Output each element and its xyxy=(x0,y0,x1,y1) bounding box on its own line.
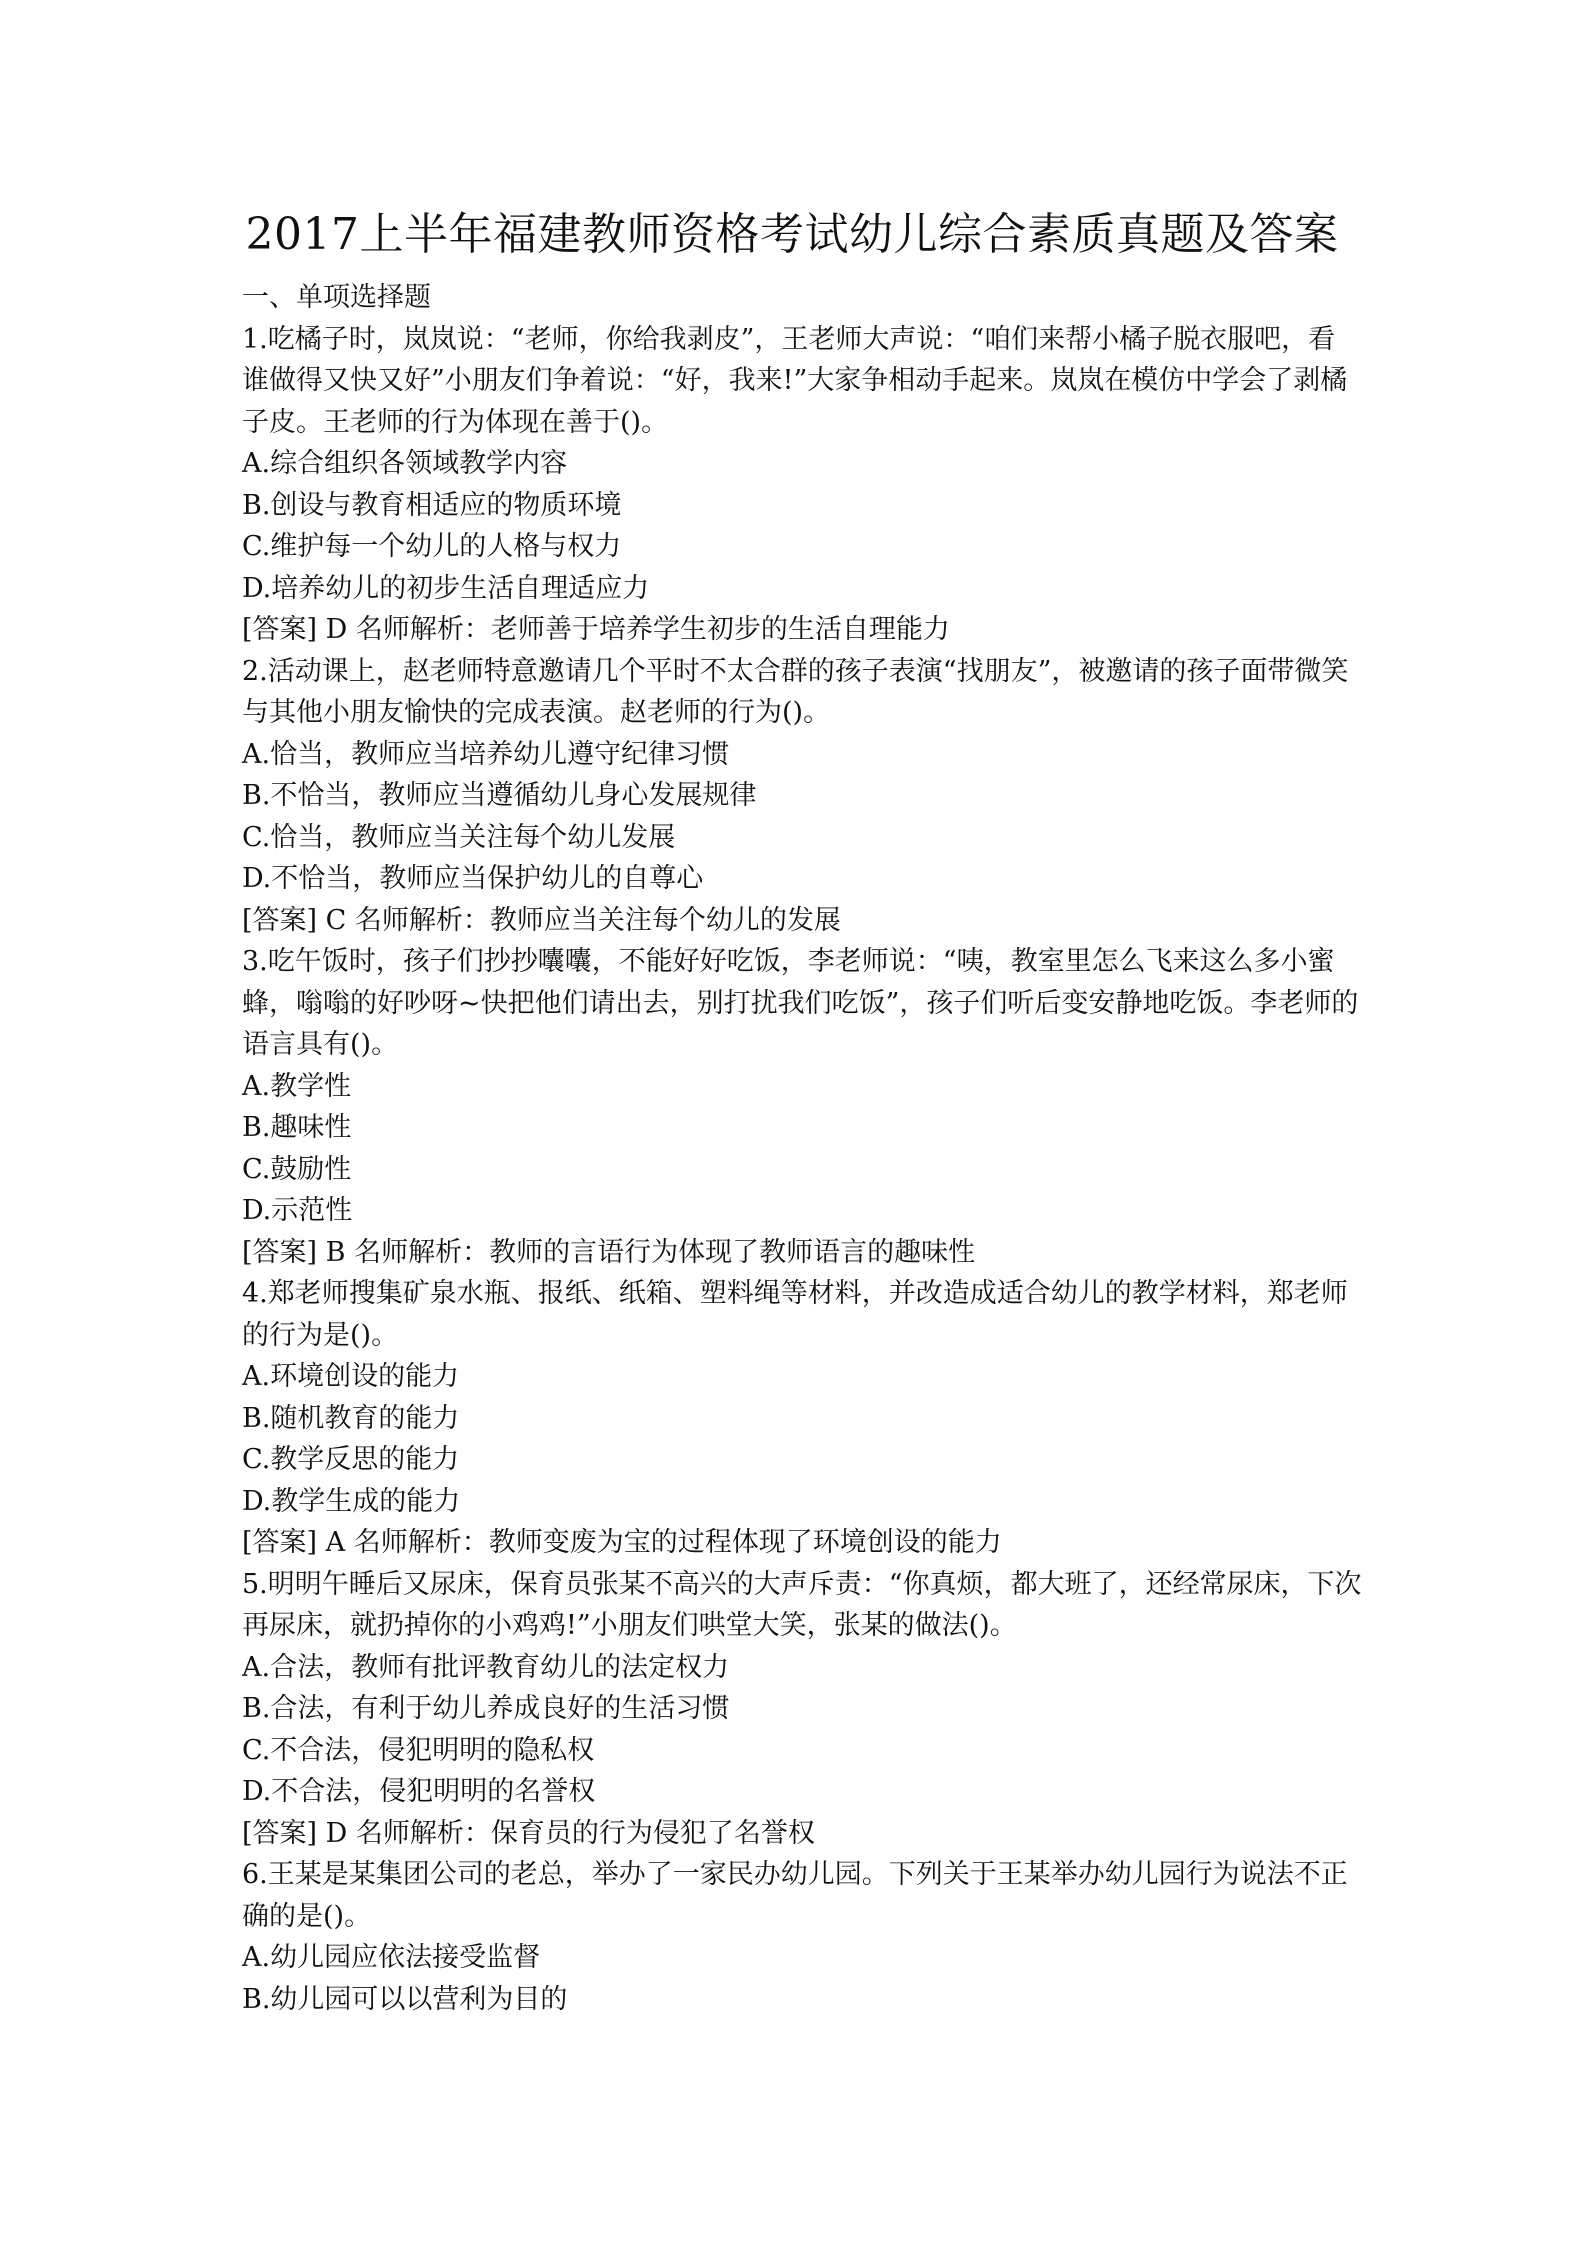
answer-explanation: [答案] A 名师解析：教师变废为宝的过程体现了环境创设的能力 xyxy=(242,1527,1002,1558)
option-b: B.创设与教育相适应的物质环境 xyxy=(242,489,622,521)
option-d: D.不合法，侵犯明明的名誉权 xyxy=(242,1776,596,1807)
question-stem: 1.吃橘子时，岚岚说：“老师，你给我剥皮”，王老师大声说：“咱们来帮小橘子脱衣服吧，看谁做得又快又好”小朋友们争着说：“好，我来!”大家争相动手起来。岚岚在模仿中学会了剥橘子皮。王老师的行为体现在善于()。 xyxy=(242,323,1348,438)
option-b: B.不恰当，教师应当遵循幼儿身心发展规律 xyxy=(242,780,757,811)
answer-explanation: [答案] B 名师解析：教师的言语行为体现了教师语言的趣味性 xyxy=(242,1236,976,1268)
option-b: B.趣味性 xyxy=(242,1112,352,1143)
question-stem: 3.吃午饭时，孩子们抄抄囔囔，不能好好吃饭，李老师说：“咦，教室里怎么飞来这么多小蜜蜂，嗡嗡的好吵呀~快把他们请出去，别打扰我们吃饭”，孩子们听后变安静地吃饭。李老师的语言具有()。 xyxy=(242,946,1359,1060)
question-2 xyxy=(242,651,1362,942)
option-a: A.教学性 xyxy=(242,1070,352,1102)
answer-explanation: [答案] D 名师解析：老师善于培养学生初步的生活自理能力 xyxy=(242,614,950,645)
answer-explanation: [答案] C 名师解析：教师应当关注每个幼儿的发展 xyxy=(242,904,841,936)
option-d: D.不恰当，教师应当保护幼儿的自尊心 xyxy=(242,863,704,894)
question-6 xyxy=(242,1854,1362,2020)
question-1 xyxy=(242,319,1362,651)
option-b: B.随机教育的能力 xyxy=(242,1402,460,1434)
answer-explanation: [答案] D 名师解析：保育员的行为侵犯了名誉权 xyxy=(242,1817,815,1849)
question-4 xyxy=(242,1273,1362,1564)
option-b: B.幼儿园可以以营利为目的 xyxy=(242,1983,568,2015)
question-stem: 4.郑老师搜集矿泉水瓶、报纸、纸箱、塑料绳等材料，并改造成适合幼儿的教学材料，郑老师的行为是()。 xyxy=(242,1278,1348,1351)
question-3 xyxy=(242,941,1362,1273)
question-stem: 5.明明午睡后又尿床，保育员张某不高兴的大声斥责：“你真烦，都大班了，还经常尿床，下次再尿床，就扔掉你的小鸡鸡!”小朋友们哄堂大笑，张某的做法()。 xyxy=(242,1568,1362,1641)
option-d: D.示范性 xyxy=(242,1195,353,1226)
question-stem: 2.活动课上，赵老师特意邀请几个平时不太合群的孩子表演“找朋友”，被邀请的孩子面带微笑与其他小朋友愉快的完成表演。赵老师的行为()。 xyxy=(242,655,1349,728)
option-c: C.不合法，侵犯明明的隐私权 xyxy=(242,1734,595,1766)
document-body xyxy=(242,205,1362,2020)
option-c: C.恰当，教师应当关注每个幼儿发展 xyxy=(242,821,676,853)
option-a: A.恰当，教师应当培养幼儿遵守纪律习惯 xyxy=(242,738,730,770)
section-heading: 一、单项选择题 xyxy=(242,282,431,313)
question-5 xyxy=(242,1564,1362,1855)
option-a: A.环境创设的能力 xyxy=(242,1361,460,1392)
option-a: A.综合组织各领域教学内容 xyxy=(242,448,568,479)
option-a: A.幼儿园应依法接受监督 xyxy=(242,1942,541,1973)
option-b: B.合法，有利于幼儿养成良好的生活习惯 xyxy=(242,1693,730,1724)
option-d: D.教学生成的能力 xyxy=(242,1485,461,1517)
document-title: 2017上半年福建教师资格考试幼儿综合素质真题及答案 xyxy=(245,209,1339,260)
option-c: C.维护每一个幼儿的人格与权力 xyxy=(242,531,622,562)
option-a: A.合法，教师有批评教育幼儿的法定权力 xyxy=(242,1651,730,1683)
option-d: D.培养幼儿的初步生活自理适应力 xyxy=(242,572,650,604)
option-c: C.教学反思的能力 xyxy=(242,1444,460,1475)
option-c: C.鼓励性 xyxy=(242,1153,352,1185)
question-stem: 6.王某是某集团公司的老总，举办了一家民办幼儿园。下列关于王某举办幼儿园行为说法不正确的是()。 xyxy=(242,1859,1348,1932)
